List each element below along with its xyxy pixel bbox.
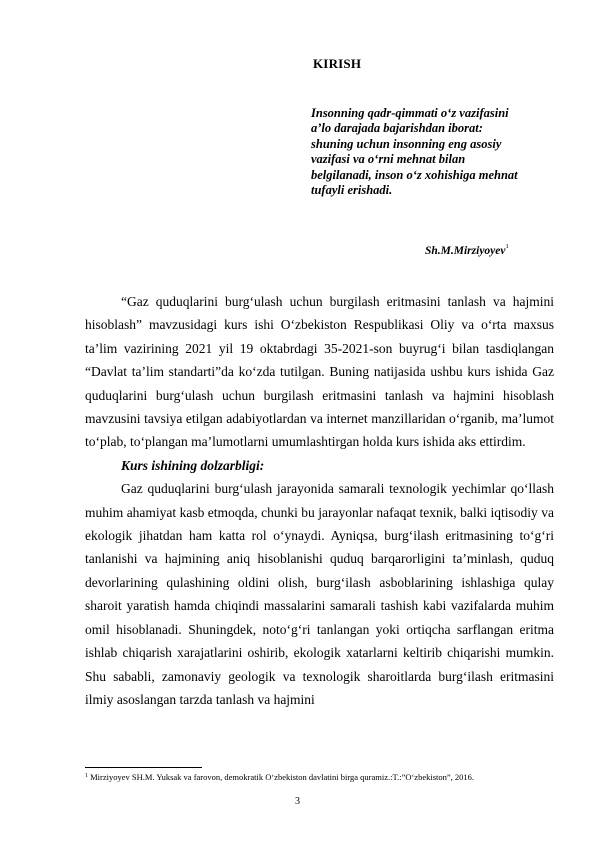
relevance-paragraph: Gaz quduqlarini burg‘ulash jarayonida samarali texnologik yechimlar qo‘llash muhim ahamiyat kasb etmoqda, chunki bu jarayonlar nafaqat texnik, balki iqtisodiy va ekologik jihatdan ham katta rol o‘ynaydi. Ayniqsa, burg‘ilash eritmasining to‘g‘ri tanlanishi va hajmining aniq hisoblanishi quduq barqarorligini ta’minlash, quduq devorlarining qulashining oldini olish, burg‘ilash asboblarining ishlashiga qulay sharoit yaratish hamda chiqindi massalarini samarali tashish kabi vazifalarda muhim omil hisoblanadi. Shuningdek, noto‘g‘ri tanlangan yoki ortiqcha sarflangan eritma ishlab chiqarish xarajatlarini oshirib, ekologik xatarlarni keltirib chiqarishi mumkin. Shu sababli, zamonaviy geologik va texnologik sharoitlarda burg‘ilash eritmasini ilmiy asoslangan tarzda tanlash va hajmini xyxy=(85,481,554,707)
epigraph-line: shuning uchun insonning eng asosiy xyxy=(311,136,502,151)
page-heading: KIRISH xyxy=(313,56,362,71)
footnote-reference[interactable]: 1 xyxy=(505,243,509,250)
epigraph-author xyxy=(425,243,509,257)
footnote-text: Mirziyoyev SH.M. Yuksak va farovon, demokratik O‘zbekiston davlatini birga quramiz.:T.:”O‘zbekiston”, 2016. xyxy=(88,772,475,782)
epigraph-quote xyxy=(311,106,551,198)
epigraph-line: belgilanadi, inson o‘z xohishiga mehnat xyxy=(311,167,518,182)
author-name: Sh.M.Mirziyoyev xyxy=(425,245,506,257)
section-subheading: Kurs ishining dolzarbligi: xyxy=(121,457,265,473)
footnote-divider xyxy=(85,767,202,768)
intro-paragraph: “Gaz quduqlarini burg‘ulash uchun burgilash eritmasini tanlash va hajmini hisoblash” mavzusidagi kurs ishi O‘zbekiston Respublikasi Oliy va o‘rta maxsus ta’lim vazirining 2021 yil 19 oktabrdagi 35-2021-son buyrug‘i bilan tasdiqlangan “Davlat ta’lim standarti”da ko‘zda tutilgan. Buning natijasida ushbu kurs ishida Gaz quduqlarini burg‘ulash uchun burgilash eritmasini tanlash va hajmini hisoblash mavzusini tavsiya etilgan adabiyotlardan va internet manzillaridan o‘rganib, ma’lumot to‘plab, to‘plangan ma’lumotlarni umumlashtirgan holda kurs ishida aks ettirdim. xyxy=(85,294,554,450)
epigraph-line: tufayli erishadi. xyxy=(311,183,393,198)
epigraph-line: vazifasi va o‘rni mehnat bilan xyxy=(311,152,466,167)
page-number: 3 xyxy=(295,796,300,807)
body-text xyxy=(85,290,554,711)
footnote xyxy=(85,771,555,783)
footnote-mark: 1 xyxy=(85,773,88,779)
epigraph-line: a’lo darajada bajarishdan iborat: xyxy=(311,121,483,136)
epigraph-line: Insonning qadr-qimmati o‘z vazifasini xyxy=(311,106,509,120)
